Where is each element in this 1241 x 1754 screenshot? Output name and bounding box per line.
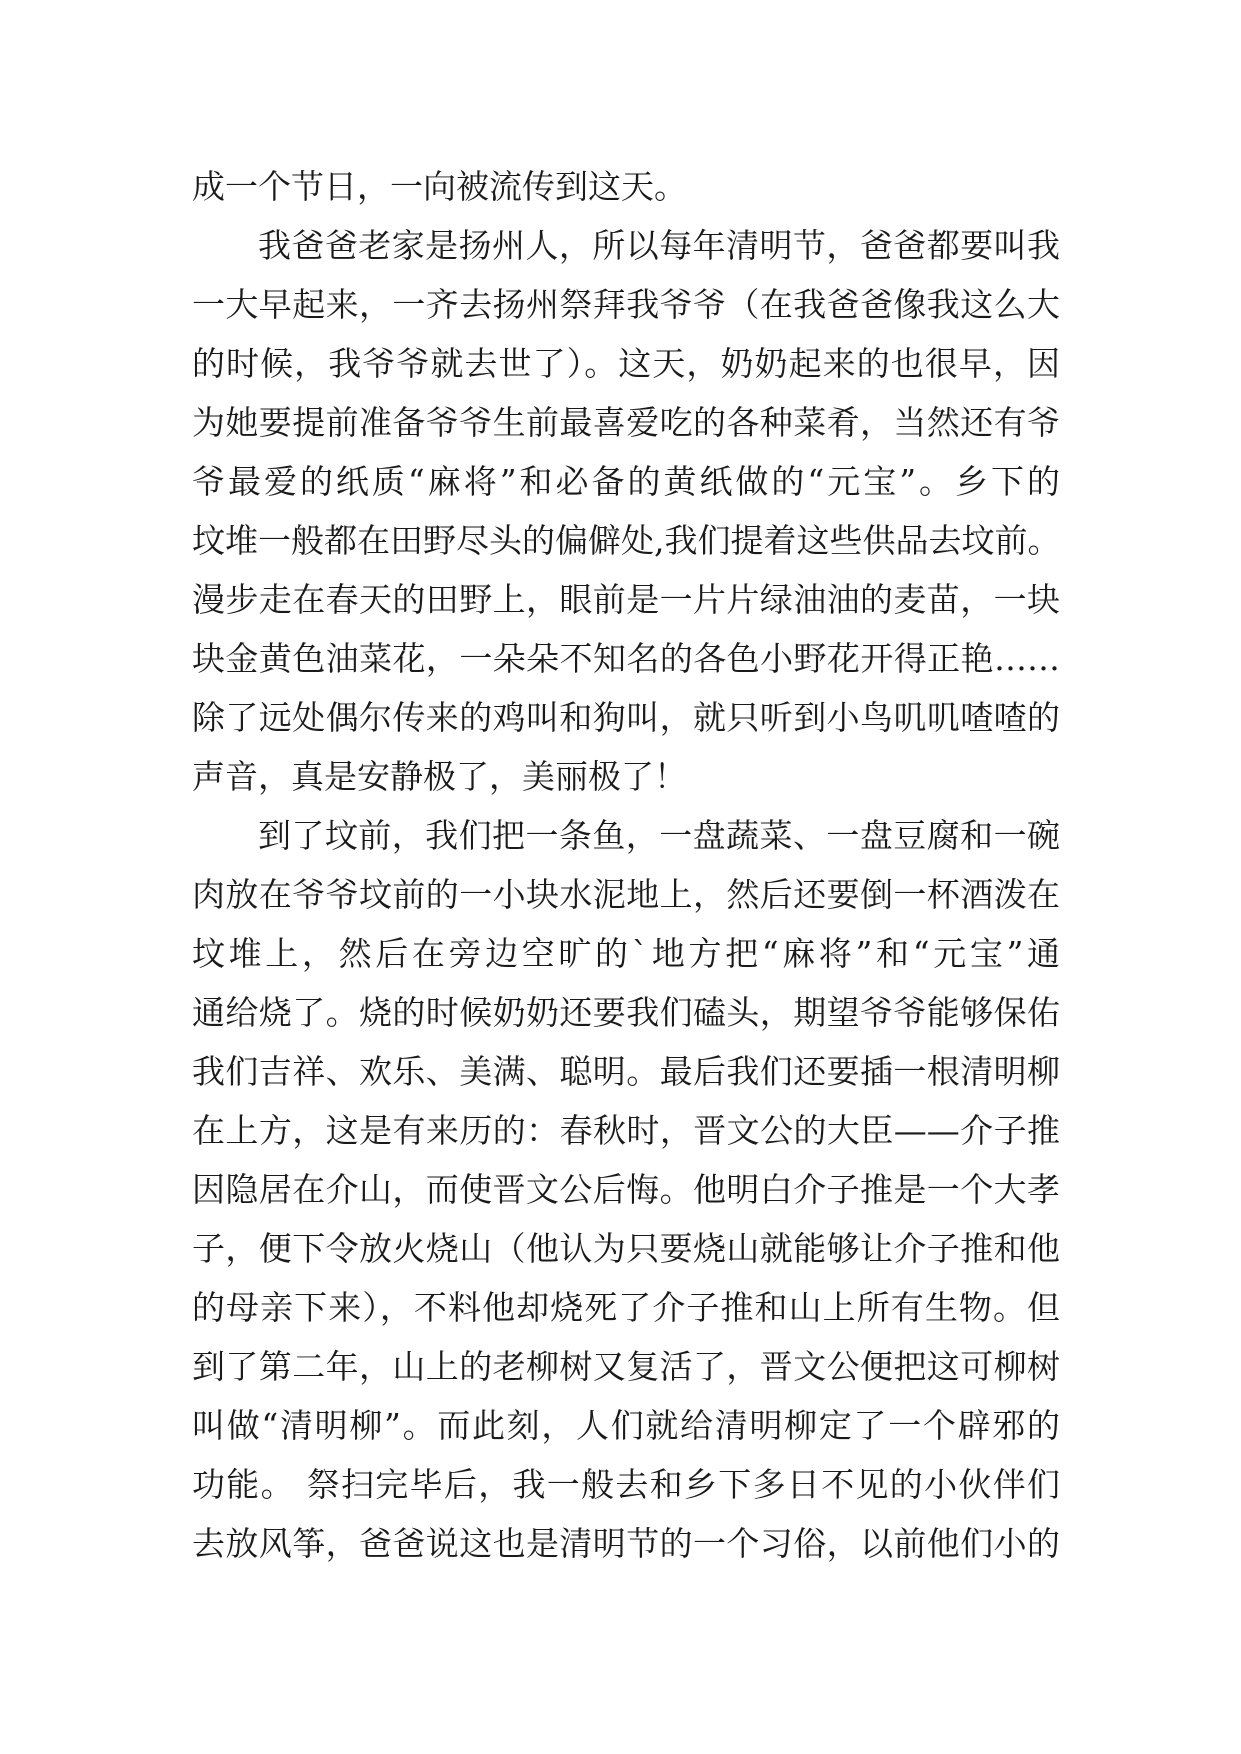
text-line: 块金黄色油菜花，一朵朵不知名的各色小野花开得正艳…… — [192, 639, 1060, 678]
text-line: 坟堆上，然后在旁边空旷的`地方把“麻将”和“元宝”通 — [192, 934, 1060, 973]
text-line: 在上方，这是有来历的：春秋时，晋文公的大臣——介子推 — [192, 1111, 1060, 1150]
text-line: 去放风筝，爸爸说这也是清明节的一个习俗，以前他们小的 — [192, 1524, 1060, 1563]
text-line: 我们吉祥、欢乐、美满、聪明。最后我们还要插一根清明柳 — [192, 1052, 1060, 1091]
text-line: 声音，真是安静极了，美丽极了！ — [192, 757, 687, 796]
text-line: 子，便下令放火烧山（他认为只要烧山就能够让介子推和他 — [192, 1229, 1060, 1268]
text-line: 为她要提前准备爷爷生前最喜爱吃的各种菜肴，当然还有爷 — [192, 403, 1060, 442]
text-line: 叫做“清明柳”。而此刻，人们就给清明柳定了一个辟邪的 — [192, 1406, 1060, 1445]
text-line: 通给烧了。烧的时候奶奶还要我们磕头，期望爷爷能够保佑 — [192, 993, 1060, 1032]
text-line: 坟堆一般都在田野尽头的偏僻处,我们提着这些供品去坟前。 — [192, 521, 1060, 560]
text-line: 漫步走在春天的田野上，眼前是一片片绿油油的麦苗，一块 — [192, 580, 1060, 619]
paragraph-start-line: 我爸爸老家是扬州人，所以每年清明节，爸爸都要叫我 — [258, 226, 1060, 265]
text-line: 到了第二年，山上的老柳树又复活了，晋文公便把这可柳树 — [192, 1347, 1060, 1386]
text-line: 成一个节日，一向被流传到这天。 — [192, 167, 687, 206]
paragraph-start-line: 到了坟前，我们把一条鱼，一盘蔬菜、一盘豆腐和一碗 — [258, 816, 1060, 855]
text-line: 因隐居在介山，而使晋文公后悔。他明白介子推是一个大孝 — [192, 1170, 1060, 1209]
text-line: 一大早起来，一齐去扬州祭拜我爷爷（在我爸爸像我这么大 — [192, 285, 1060, 324]
text-line: 除了远处偶尔传来的鸡叫和狗叫，就只听到小鸟叽叽喳喳的 — [192, 698, 1060, 737]
text-line: 的时候，我爷爷就去世了）。这天，奶奶起来的也很早，因 — [192, 344, 1060, 383]
text-line: 肉放在爷爷坟前的一小块水泥地上，然后还要倒一杯酒泼在 — [192, 875, 1060, 914]
text-line: 功能。 祭扫完毕后，我一般去和乡下多日不见的小伙伴们 — [192, 1465, 1060, 1504]
body-text — [192, 157, 1060, 1573]
text-line: 爷最爱的纸质“麻将”和必备的黄纸做的“元宝”。乡下的 — [192, 462, 1060, 501]
text-line: 的母亲下来），不料他却烧死了介子推和山上所有生物。但 — [192, 1288, 1060, 1327]
